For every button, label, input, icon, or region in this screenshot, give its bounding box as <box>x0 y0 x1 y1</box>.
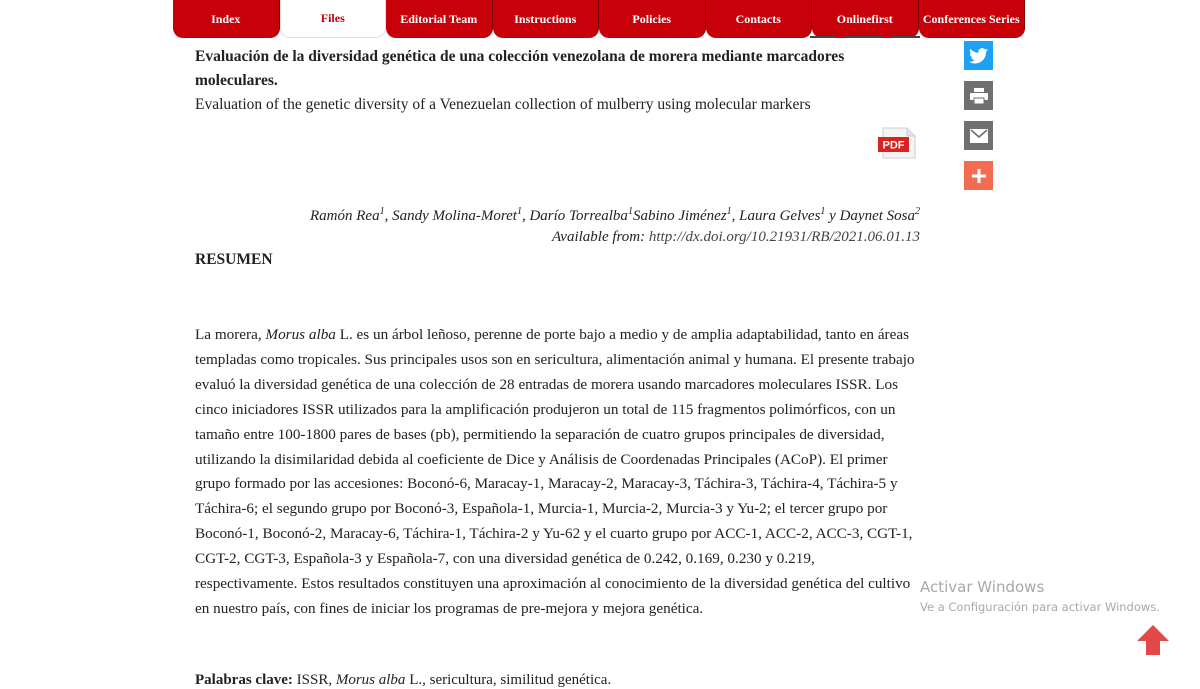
author-name: Darío Torrealba <box>529 208 628 224</box>
keywords-label: Palabras clave: <box>195 672 293 688</box>
tab-conferences-series[interactable]: Conferences Series <box>919 0 1026 38</box>
tab-contacts[interactable]: Contacts <box>706 0 813 38</box>
scroll-top-arrow-icon[interactable] <box>1136 624 1170 656</box>
print-icon <box>970 88 988 104</box>
email-share-button[interactable] <box>964 121 993 150</box>
author-affiliation: 1 <box>379 206 385 217</box>
author-affiliation: 1 <box>820 206 826 217</box>
author-name: Ramón Rea <box>310 208 380 224</box>
tab-editorial-team[interactable]: Editorial Team <box>386 0 493 38</box>
author-separator: , <box>731 208 740 224</box>
author-affiliation: 1 <box>516 206 522 217</box>
author-name: Daynet Sosa <box>839 208 915 224</box>
windows-watermark-title: Activar Windows <box>920 578 1045 596</box>
available-from-label: Available from: <box>551 229 646 245</box>
author-name: Sabino Jiménez <box>632 208 727 224</box>
author-affiliation: 2 <box>915 206 920 217</box>
abstract-text <box>195 323 920 622</box>
print-button[interactable] <box>964 81 993 110</box>
keywords-part: ISSR, <box>292 672 336 688</box>
tab-files[interactable]: Files <box>280 0 387 38</box>
pdf-label: PDF <box>882 139 905 152</box>
abstract-part: L. es un árbol leñoso, perenne de porte bajo a medio y de amplia adaptabilidad, tanto en áreas templadas como tropicales. Sus principales usos son en sericultura, alimentación animal y humana. El presente trabajo evaluó la diversidad genética de una colección de 28 entradas de morera usando marcadores moleculares ISSR. Los cinco iniciadores ISSR utilizados para la amplificación produjeron un total de 115 fragmentos polimórficos, con un tamaño entre 100-1800 pares de bases (pb), permitiendo la separación de cuatro grupos principales de diversidad, utilizando la disimilaridad debida al coeficiente de Dice y Análisis de Coordenadas Principales (ACoP). El primer grupo formado por las accesiones: Boconó-6, Maracay-1, Maracay-2, Maracay-3, Táchira-3, Táchira-4, Táchira-5 y Táchira-6; el segundo grupo por Boconó-3, Española-1, Murcia-1, Murcia-2, Murcia-3 y Yu-2; el tercer grupo por Boconó-1, Boconó-2, Maracay-6, Táchira-1, Táchira-2 y Yu-62 y el cuarto grupo por ACC-1, ACC-2, ACC-3, CGT-1, CGT-2, CGT-3, Española-3 y Española-7, con una diversidad genética de 0.242, 0.169, 0.230 y 0.219, respectivamente. Estos resultados constituyen una aproximación al conocimiento de la diversidad genética del cultivo en nuestro país, con fines de iniciar los programas de pre-mejora y mejora genética. <box>195 326 915 617</box>
tab-onlinefirst[interactable]: Onlinefirst <box>812 0 919 38</box>
doi-line <box>552 226 920 248</box>
keywords-line <box>195 672 611 689</box>
windows-watermark-subtitle: Ve a Configuración para activar Windows. <box>920 600 1160 614</box>
author-name: Sandy Molina-Moret <box>392 208 517 224</box>
resumen-heading: RESUMEN <box>195 251 273 268</box>
twitter-share-button[interactable] <box>964 41 993 70</box>
keywords-part: L., sericultura, similitud genética. <box>405 672 612 688</box>
abstract-part: La morera, <box>195 326 266 343</box>
author-affiliation: 1 <box>726 206 732 217</box>
species-name: Morus alba <box>335 672 406 688</box>
author-affiliation: 1 <box>627 206 633 217</box>
article-title-en: Evaluation of the genetic diversity of a Venezuelan collection of mulberry using molecular markers <box>195 96 811 113</box>
twitter-icon <box>969 48 988 64</box>
species-name: Morus alba <box>265 326 336 343</box>
pdf-icon[interactable] <box>877 126 917 160</box>
author-list <box>310 199 920 229</box>
add-share-button[interactable] <box>964 161 993 190</box>
tab-index[interactable]: Index <box>173 0 280 38</box>
author-separator: y <box>825 208 840 224</box>
tab-underline-decoration <box>810 30 920 40</box>
author-separator: , <box>384 208 393 224</box>
article-title-es: Evaluación de la diversidad genética de una colección venezolana de morera mediante marcadores moleculares. <box>195 48 845 89</box>
author-separator: , <box>521 208 530 224</box>
tab-instructions[interactable]: Instructions <box>493 0 600 38</box>
article-header <box>195 45 920 117</box>
add-icon <box>972 169 986 183</box>
tab-policies[interactable]: Policies <box>599 0 706 38</box>
email-icon <box>970 129 988 143</box>
author-name: Laura Gelves <box>739 208 821 224</box>
doi-link[interactable]: http://dx.doi.org/10.21931/RB/2021.06.01.13 <box>648 229 920 245</box>
